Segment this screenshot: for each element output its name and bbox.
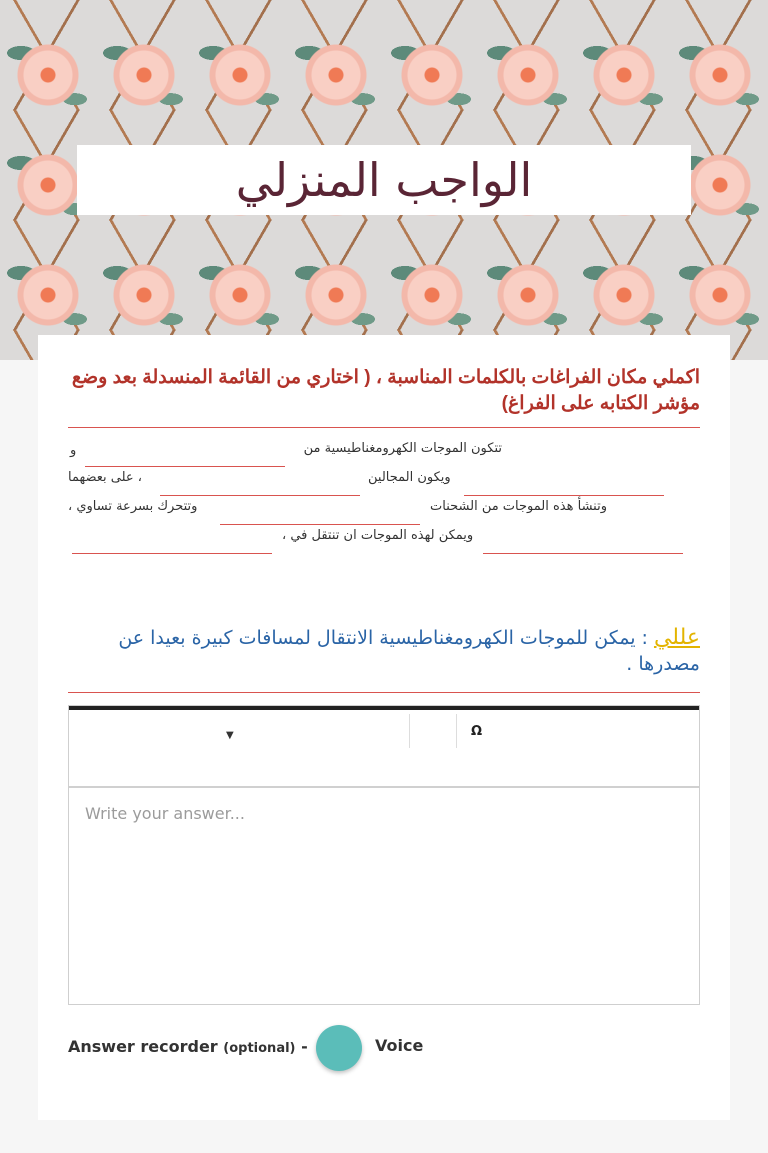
blank-text-2b: على بعضهما ، — [68, 470, 142, 485]
title-box — [77, 145, 691, 215]
editor-toolbar — [69, 710, 699, 788]
record-button[interactable] — [316, 1025, 362, 1071]
blank-input-5[interactable] — [483, 553, 683, 554]
recorder-optional: (optional) — [223, 1041, 296, 1056]
question-keyword: عللي — [653, 625, 700, 650]
blank-input-4[interactable] — [220, 524, 420, 525]
page-title: الواجب المنزلي — [235, 153, 533, 207]
special-char-button[interactable]: Ω — [471, 724, 483, 739]
blank-text-1b: و — [70, 443, 77, 458]
recorder-dash: - — [301, 1037, 308, 1056]
instructions-text: اكملي مكان الفراغات بالكلمات المناسبة ، ( اختاري من القائمة المنسدلة بعد وضع مؤشر الكتابه على الفراغ) — [71, 367, 700, 414]
blank-text-2a: ويكون المجالين — [368, 470, 451, 485]
blank-input-3[interactable] — [160, 495, 360, 496]
toolbar-separator — [409, 714, 410, 748]
blank-text-4a: ، ويمكن لهذه الموجات ان تنتقل في — [282, 528, 474, 543]
divider — [68, 692, 700, 693]
blank-input-1[interactable] — [85, 466, 285, 467]
voice-label: Voice — [375, 1036, 424, 1055]
divider — [68, 427, 700, 428]
answer-textarea[interactable] — [69, 788, 699, 1004]
answer-recorder — [68, 1025, 468, 1071]
blank-input-6[interactable] — [72, 553, 272, 554]
question-text — [68, 625, 700, 677]
recorder-label-text: Answer recorder — [68, 1037, 218, 1056]
blank-text-3a: وتنشأ هذه الموجات من الشحنات — [430, 499, 607, 514]
format-dropdown-icon[interactable]: ▼ — [226, 730, 234, 741]
answer-editor — [68, 705, 700, 1005]
worksheet-card — [38, 335, 730, 1120]
question-body: : يمكن للموجات الكهرومغناطيسية الانتقال لمسافات كبيرة بعيدا عن مصدرها . — [118, 627, 700, 675]
blank-text-3b: ، وتتحرك بسرعة تساوي — [68, 499, 198, 514]
blank-text-1a: تتكون الموجات الكهرومغناطيسية من — [303, 441, 502, 456]
recorder-label — [68, 1037, 308, 1056]
blank-input-2[interactable] — [464, 495, 664, 496]
header-banner — [0, 0, 768, 360]
toolbar-separator — [456, 714, 457, 748]
